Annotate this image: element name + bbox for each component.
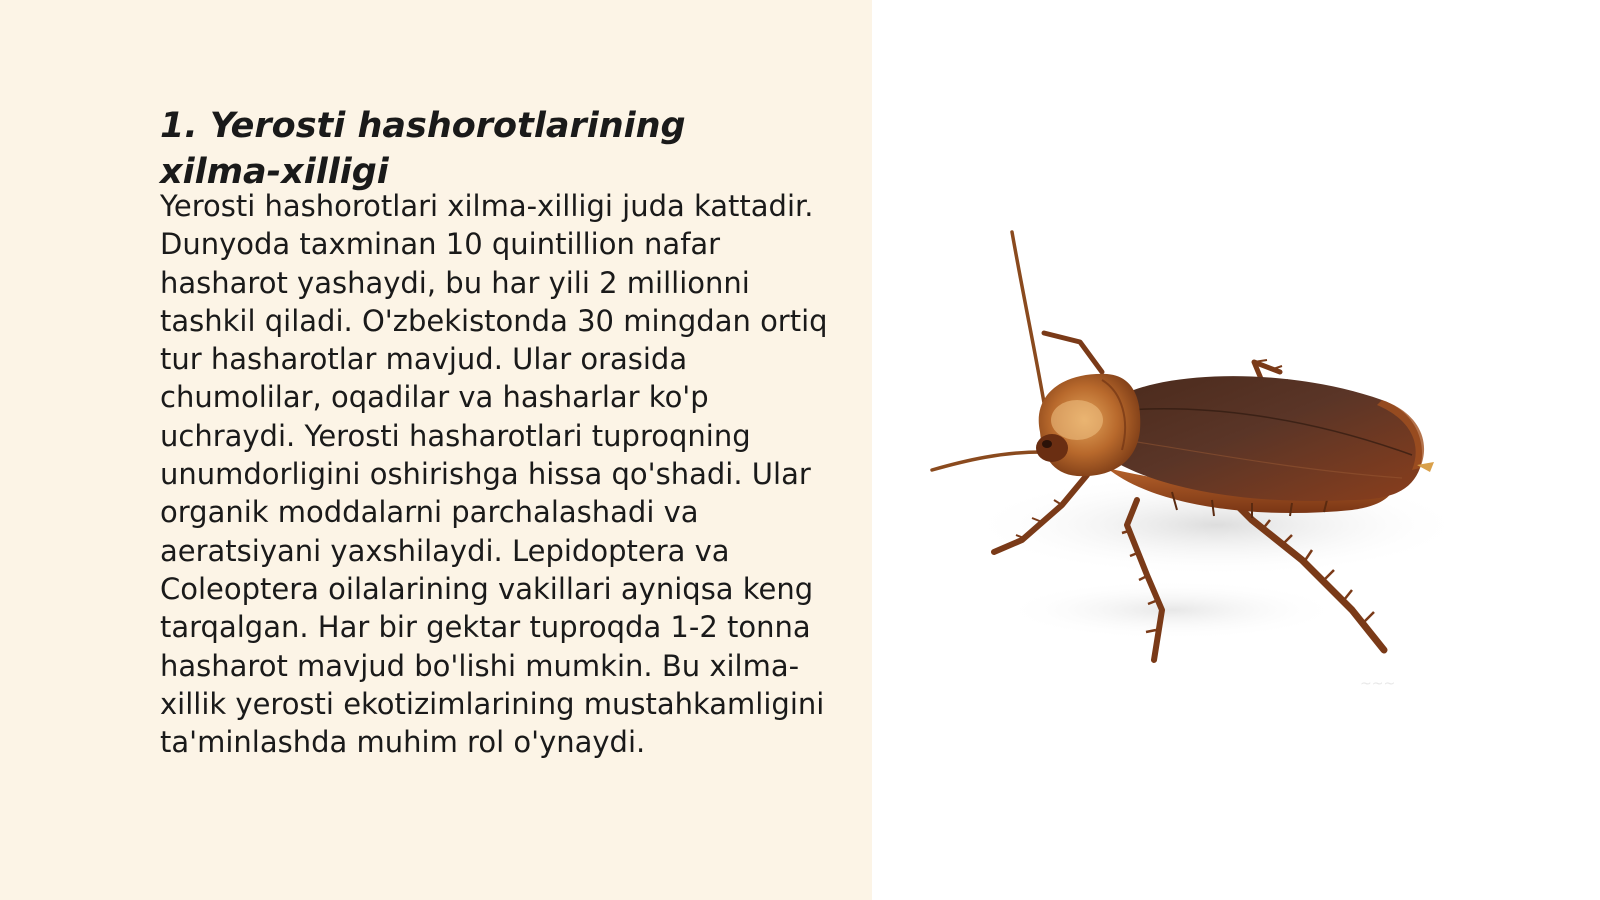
image-panel [872, 0, 1600, 900]
slide-body-text: Yerosti hashorotlari xilma-xilligi juda kattadir. Dunyoda taxminan 10 quintillion nafar hasharot yashaydi, bu har yili 2 millionni tashkil qiladi. O'zbekistonda 30 mingdan ortiq tur hasharotlar mavjud. Ular orasida chumolilar, oqadilar va hasharlar ko'p uchraydi. Yerosti hasharotlari tuproqning unumdorligini oshirishga hissa qo'shadi. Ular organik moddalarni parchalashadi va aeratsiyani yaxshilaydi. Lepidoptera va Coleoptera oilalarining vakillari ayniqsa keng tarqalgan. Har bir gektar tuproqda 1-2 tonna hasharot mavjud bo'lishi mumkin. Bu xilma-xillik yerosti ekotizimlarining mustahkamligini ta'minlashda muhim rol o'ynaydi. [160, 189, 828, 760]
cockroach-photo [872, 0, 1600, 900]
slide-heading: 1. Yerosti hashorotlarining xilma-xilligi [160, 106, 686, 192]
svg-text:~~~: ~~~ [1360, 676, 1396, 692]
